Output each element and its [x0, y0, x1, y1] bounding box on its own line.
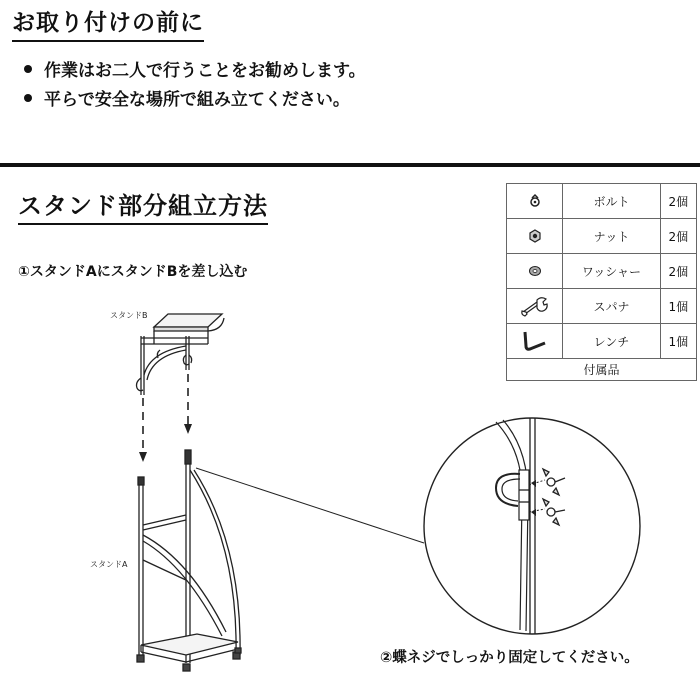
label-stand-a: スタンドA: [90, 560, 128, 569]
part-name: ワッシャー: [563, 254, 660, 289]
table-row: [507, 324, 697, 359]
part-icon-cell: [507, 254, 563, 289]
table-row: [507, 254, 697, 289]
part-name: ボルト: [563, 184, 660, 219]
part-icon-cell: [507, 184, 563, 219]
stand-a-illustration: [137, 450, 241, 671]
table-row: [507, 184, 697, 219]
part-icon-cell: [507, 289, 563, 324]
stand-b-illustration: [137, 314, 225, 395]
wing-nut-icon: [543, 499, 565, 525]
spanner-icon: [520, 295, 550, 317]
part-name: レンチ: [563, 324, 660, 359]
nut-icon: [528, 229, 542, 243]
note-text: 作業はお二人で行うことをお勧めします。: [44, 61, 366, 81]
section-title-stand-assembly: スタンド部分組立方法: [18, 192, 268, 225]
zoom-detail-illustration: [424, 418, 640, 634]
part-qty: 1個: [660, 289, 696, 324]
part-name: スパナ: [563, 289, 660, 324]
wing-nut-icon: [543, 469, 565, 495]
accessories-table: [506, 183, 697, 381]
part-icon-cell: [507, 324, 563, 359]
hex-wrench-icon: [522, 329, 548, 353]
step-1-text: ①スタンドAにスタンドBを差し込む: [18, 264, 248, 280]
section-title-before-install: お取り付けの前に: [12, 10, 204, 42]
note-text: 平らで安全な場所で組み立てください。: [44, 90, 350, 110]
table-row: [507, 219, 697, 254]
part-icon-cell: [507, 219, 563, 254]
step-2-text: ②蝶ネジでしっかり固定してください。: [380, 650, 639, 666]
washer-icon: [528, 264, 542, 278]
label-stand-b: スタンドB: [110, 311, 148, 320]
part-qty: 2個: [660, 254, 696, 289]
bolt-icon: [527, 193, 543, 209]
table-caption-row: [507, 359, 697, 381]
table-caption: 付属品: [507, 359, 697, 381]
part-qty: 2個: [660, 184, 696, 219]
part-qty: 2個: [660, 219, 696, 254]
part-qty: 1個: [660, 324, 696, 359]
part-name: ナット: [563, 219, 660, 254]
table-row: [507, 289, 697, 324]
